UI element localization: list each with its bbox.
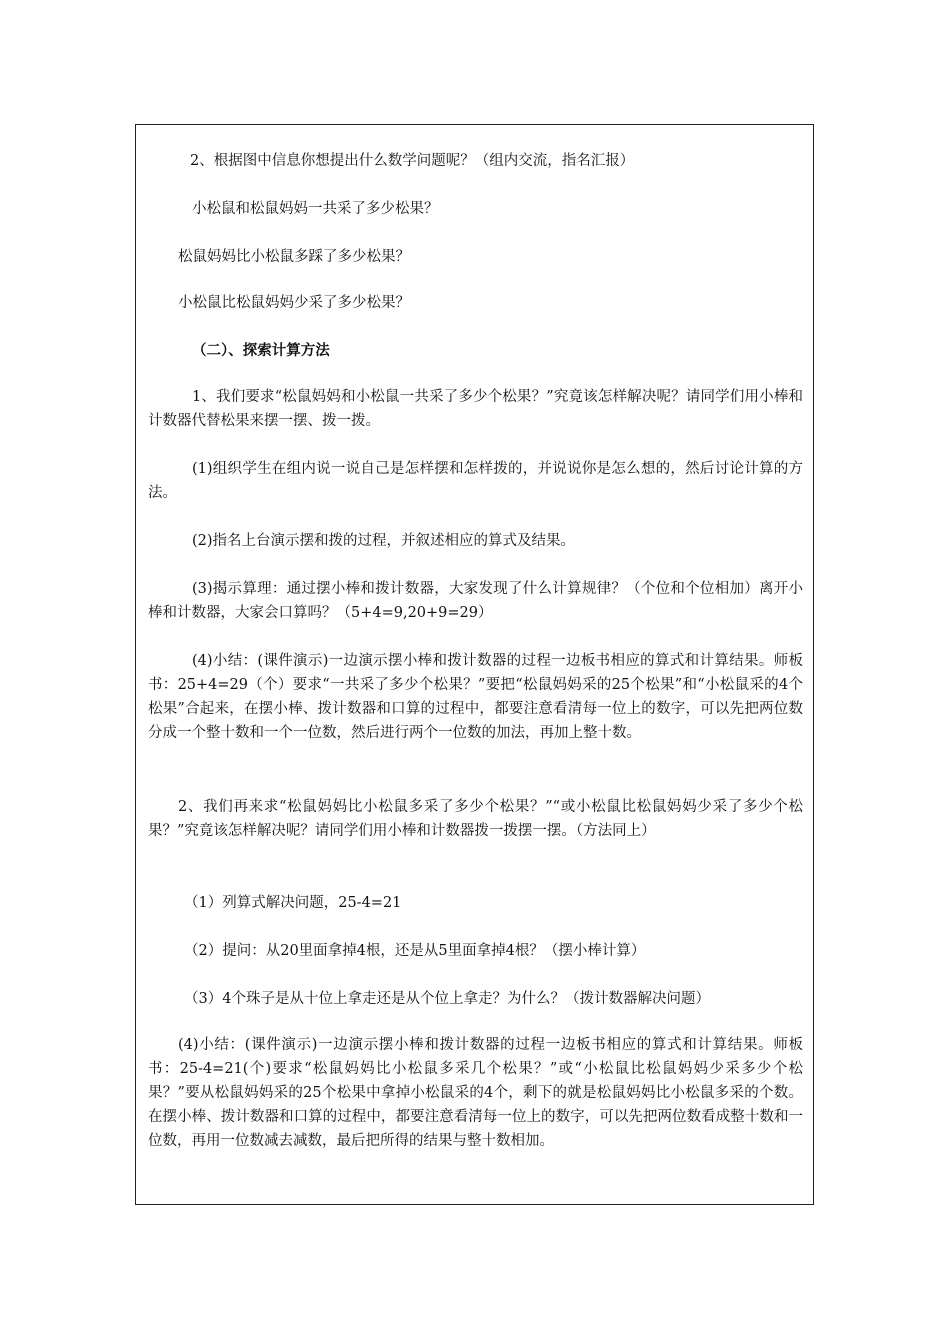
question-3: 小松鼠比松鼠妈妈少采了多少松果？ [178, 295, 410, 311]
step-1-summary: (4)小结：(课件演示)一边演示摆小棒和拨计数器的过程一边板书相应的算式和计算结果。师板书：25+4=29（个）要求“一共采了多少个松果？”要把“松鼠妈妈采的25个松果”和“小松鼠采的4个松果”合起来，在摆小棒、拨计数器和口算的过程中，都要注意看清每一位上的数字，可以先把两位数分成一个整十数和一个一位数，然后进行两个一位数的加法，再加上整十数。 [148, 653, 803, 741]
step-2-sub-1: （1）列算式解决问题，25-4=21 [184, 895, 402, 911]
step-1-sub-2: (2)指名上台演示摆和拨的过程，并叙述相应的算式及结果。 [192, 533, 576, 549]
step-2-sub-2: （2）提问：从20里面拿掉4根，还是从5里面拿掉4根？（摆小棒计算） [184, 943, 646, 959]
step-2-sub-3: （3）4个珠子是从十位上拿走还是从个位上拿走？为什么？（拨计数器解决问题） [184, 991, 710, 1007]
step-2-summary: (4)小结：(课件演示)一边演示摆小棒和拨计数器的过程一边板书相应的算式和计算结果。师板书：25-4=21(个)要求“松鼠妈妈比小松鼠多采几个松果？”或“小松鼠比松鼠妈妈少采多少个松果？”要从松鼠妈妈采的25个松果中拿掉小松鼠采的4个，剩下的就是松鼠妈妈比小松鼠多采的个数。在摆小棒、拨计数器和口算的过程中，都要注意看清每一位上的数字，可以先把两位数看成整十数和一位数，再用一位数减去减数，最后把所得的结果与整十数相加。 [148, 1037, 803, 1149]
question-2: 松鼠妈妈比小松鼠多踩了多少松果？ [178, 249, 410, 265]
question-intro: 2、根据图中信息你想提出什么数学问题呢？（组内交流，指名汇报） [190, 153, 635, 169]
document-table-cell [135, 124, 814, 1205]
step-1-sub-3: (3)揭示算理：通过摆小棒和拨计数器，大家发现了什么计算规律？（个位和个位相加）离开小棒和计数器，大家会口算吗？（5+4=9,20+9=29） [148, 581, 803, 621]
section-heading: （二）、探索计算方法 [192, 342, 330, 359]
step-1-intro: 1、我们要求“松鼠妈妈和小松鼠一共采了多少个松果？”究竟该怎样解决呢？请同学们用小棒和计数器代替松果来摆一摆、拨一拨。 [148, 389, 803, 429]
step-1-sub-1: (1)组织学生在组内说一说自己是怎样摆和怎样拨的，并说说你是怎么想的，然后讨论计算的方法。 [148, 461, 803, 501]
step-2-intro: 2、我们再来求“松鼠妈妈比小松鼠多采了多少个松果？”“或小松鼠比松鼠妈妈少采了多少个松果？”究竟该怎样解决呢？请同学们用小棒和计数器拨一拨摆一摆。（方法同上） [148, 799, 803, 839]
question-1: 小松鼠和松鼠妈妈一共采了多少松果？ [192, 201, 439, 217]
